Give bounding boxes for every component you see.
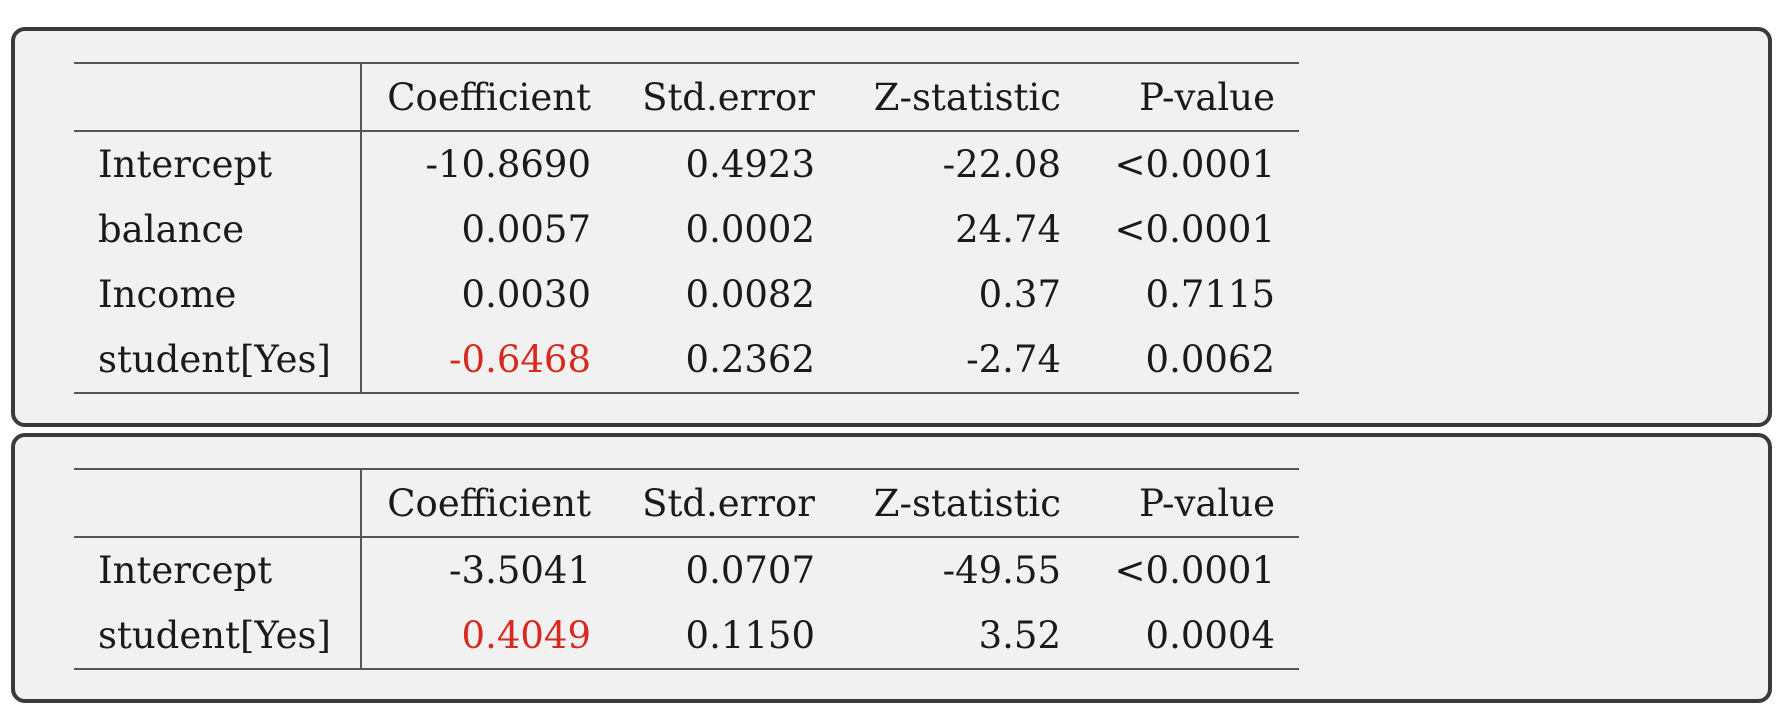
- std-error-cell: 0.1150: [685, 614, 815, 657]
- table-header-row: [74, 469, 1299, 537]
- p-value-cell: 0.0004: [1145, 614, 1275, 657]
- table-row: [74, 197, 1299, 262]
- std-error-cell: 0.4923: [685, 143, 815, 186]
- table-row: [74, 537, 1299, 603]
- table-header-row: [74, 63, 1299, 131]
- coefficient-cell: 0.0057: [461, 208, 591, 251]
- header-p-value: P-value: [1139, 75, 1275, 119]
- z-statistic-cell: -22.08: [942, 143, 1061, 186]
- p-value-cell: 0.0062: [1145, 338, 1275, 381]
- std-error-cell: 0.0707: [685, 549, 815, 592]
- row-label: balance: [74, 197, 361, 262]
- regression-table-full-model: [74, 62, 1299, 394]
- z-statistic-cell: 3.52: [978, 614, 1061, 657]
- p-value-cell: <0.0001: [1114, 208, 1275, 251]
- p-value-cell: <0.0001: [1114, 143, 1275, 186]
- header-std-error: Std.error: [642, 75, 815, 119]
- row-label: Intercept: [74, 131, 361, 197]
- row-label: student[Yes]: [74, 603, 361, 669]
- coefficient-cell: -10.8690: [425, 143, 591, 186]
- coefficient-cell-highlighted: 0.4049: [461, 614, 591, 657]
- std-error-cell: 0.2362: [685, 338, 815, 381]
- header-std-error: Std.error: [642, 481, 815, 525]
- z-statistic-cell: 24.74: [955, 208, 1061, 251]
- header-label: [74, 63, 361, 131]
- header-p-value: P-value: [1139, 481, 1275, 525]
- row-label: student[Yes]: [74, 327, 361, 393]
- table-row: [74, 262, 1299, 327]
- header-z-statistic: Z-statistic: [873, 75, 1061, 119]
- header-coefficient: Coefficient: [387, 481, 591, 525]
- coefficient-cell: 0.0030: [461, 273, 591, 316]
- std-error-cell: 0.0082: [685, 273, 815, 316]
- regression-panel-full-model: [11, 27, 1772, 427]
- std-error-cell: 0.0002: [685, 208, 815, 251]
- z-statistic-cell: -2.74: [966, 338, 1061, 381]
- regression-table-student-only: [74, 468, 1299, 670]
- table-row: [74, 131, 1299, 197]
- z-statistic-cell: -49.55: [942, 549, 1061, 592]
- p-value-cell: 0.7115: [1145, 273, 1275, 316]
- table-row: [74, 327, 1299, 393]
- row-label: Intercept: [74, 537, 361, 603]
- z-statistic-cell: 0.37: [978, 273, 1061, 316]
- coefficient-cell-highlighted: -0.6468: [449, 338, 591, 381]
- coefficient-cell: -3.5041: [449, 549, 591, 592]
- p-value-cell: <0.0001: [1114, 549, 1275, 592]
- regression-panel-student-only: [11, 433, 1772, 703]
- header-z-statistic: Z-statistic: [873, 481, 1061, 525]
- row-label: Income: [74, 262, 361, 327]
- header-coefficient: Coefficient: [387, 75, 591, 119]
- table-row: [74, 603, 1299, 669]
- header-label: [74, 469, 361, 537]
